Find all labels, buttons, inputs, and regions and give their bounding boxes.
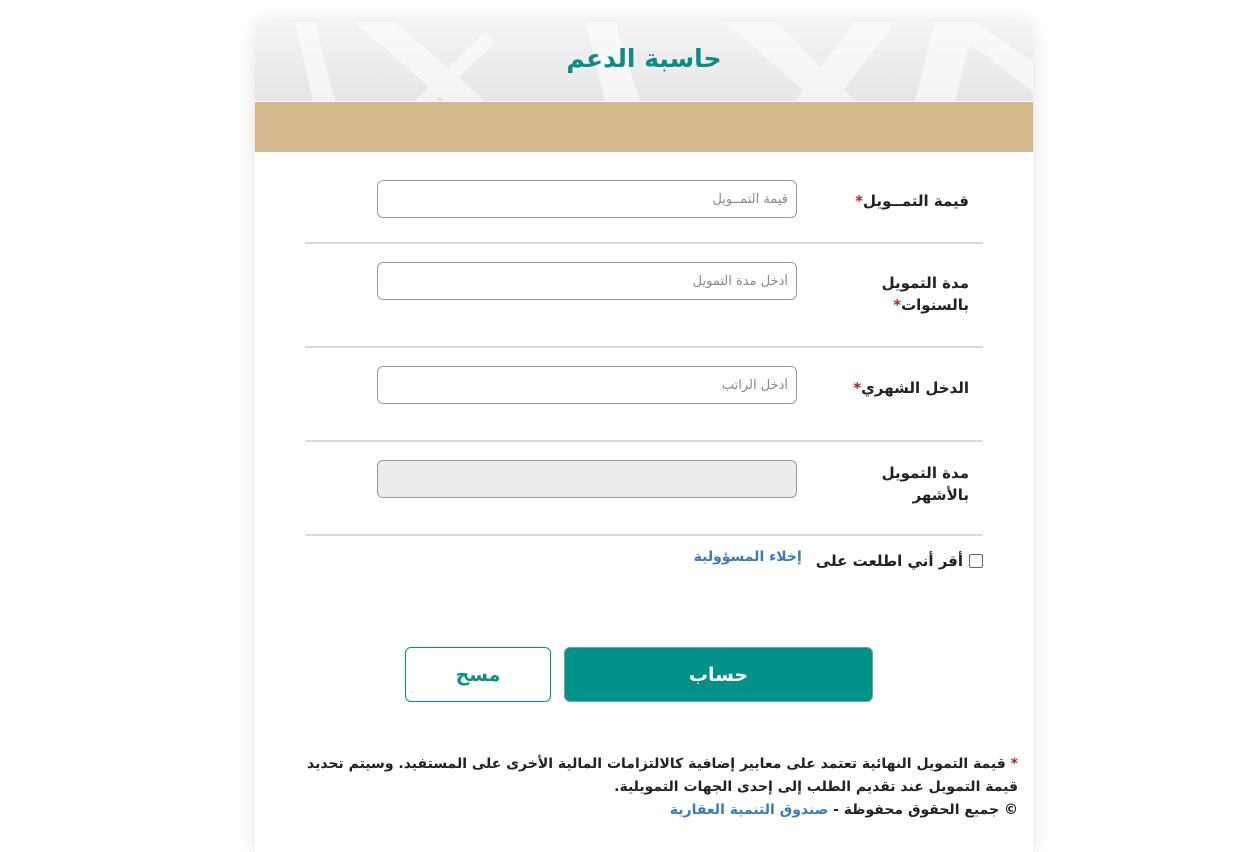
org-link[interactable]: صندوق التنمية العقارية: [669, 802, 829, 818]
disclaimer-link[interactable]: إخلاء المسؤولية: [693, 549, 802, 565]
finance-years-input[interactable]: [377, 262, 797, 300]
finance-months-label: مدة التمويل بالأشهر: [881, 464, 969, 504]
finance-amount-label: قيمة التمــويل*: [855, 192, 969, 210]
clear-button[interactable]: مسح: [405, 647, 551, 702]
row-finance-amount: [305, 152, 983, 244]
footer-notes: * قيمة التمويل النهائية تعتمد على معايير إضافية كالالتزامات المالية الأخرى على المستفيد. وسيتم تحديد قيمة التمويل عند تقديم الطلب إلى إحدى الجهات التمويلية. © جميع الحقوق محفوظة - صندوق التنمية العقارية: [307, 756, 1018, 818]
row-finance-years: [305, 244, 983, 348]
calculator-card: [255, 22, 1033, 852]
card-header: [255, 22, 1033, 102]
disclaimer-note: قيمة التمويل النهائية تعتمد على معايير إضافية كالالتزامات المالية الأخرى على المستفيد. وسيتم تحديد قيمة التمويل عند تقديم الطلب إلى إحدى الجهات التمويلية.: [307, 756, 1018, 795]
consent-text: أقر أني اطلعت على: [815, 552, 963, 570]
copyright-text: © جميع الحقوق محفوظة -: [828, 802, 1018, 818]
consent-row: [693, 549, 983, 570]
header-band: [255, 102, 1033, 152]
row-finance-months: [305, 442, 983, 536]
monthly-income-input[interactable]: [377, 366, 797, 404]
finance-months-output: [377, 460, 797, 498]
calculator-form: [305, 152, 983, 570]
row-monthly-income: [305, 348, 983, 442]
finance-years-label: مدة التمويل بالسنوات*: [881, 274, 969, 314]
calculate-button[interactable]: حساب: [564, 647, 873, 702]
monthly-income-label: الدخل الشهري*: [853, 379, 969, 397]
consent-checkbox[interactable]: [969, 554, 983, 568]
finance-amount-input[interactable]: [377, 180, 797, 218]
page-title: حاسبة الدعم: [566, 44, 722, 73]
